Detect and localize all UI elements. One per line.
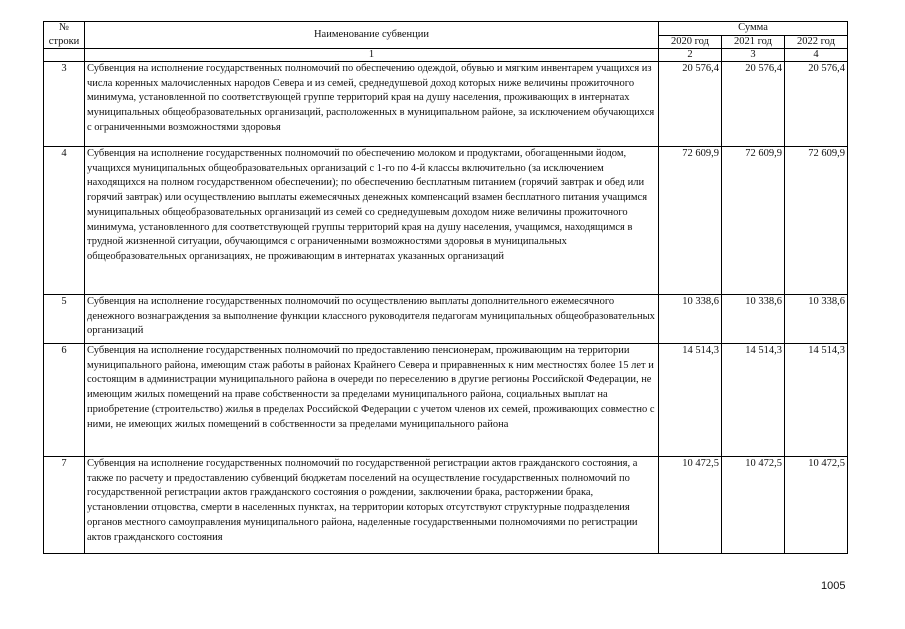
column-number-1: 1 bbox=[85, 49, 659, 62]
column-number-2: 2 bbox=[659, 49, 722, 62]
amount-2022: 10 472,5 bbox=[785, 457, 848, 554]
amount-2020: 10 338,6 bbox=[659, 295, 722, 344]
header-row-1 bbox=[44, 22, 848, 36]
row-number: 4 bbox=[44, 147, 85, 295]
amount-2021: 10 472,5 bbox=[722, 457, 785, 554]
row-number: 5 bbox=[44, 295, 85, 344]
page-number: 1005 bbox=[821, 580, 846, 592]
table-row bbox=[44, 344, 848, 457]
column-number-row bbox=[44, 49, 848, 62]
amount-2021: 20 576,4 bbox=[722, 62, 785, 147]
amount-2021: 14 514,3 bbox=[722, 344, 785, 457]
subvention-name: Субвенция на исполнение государственных полномочий по государственной регистрации актов гражданского состояния, а также по расчету и предоставлению субвенций бюджетам поселений на осуществление государственных полномочий по государственной регистрации актов гражданского состояния о рождении, заключении брака, расторжении брака, установлении отцовства, смерти в населенных пунктах, на территории которых отсутствуют структурные подразделения органов местного самоуправления муниципального района, наделенные государственными полномочиями по регистрации актов гражданского состояния bbox=[85, 457, 659, 554]
table-row bbox=[44, 147, 848, 295]
header-row-label: строки bbox=[44, 36, 85, 49]
table-row bbox=[44, 295, 848, 344]
header-name-label: Наименование субвенции bbox=[85, 22, 659, 49]
amount-2022: 14 514,3 bbox=[785, 344, 848, 457]
header-sum-label: Сумма bbox=[659, 22, 848, 36]
column-number-4: 4 bbox=[785, 49, 848, 62]
header-year-2022: 2022 год bbox=[785, 36, 848, 49]
row-number: 7 bbox=[44, 457, 85, 554]
amount-2022: 20 576,4 bbox=[785, 62, 848, 147]
subvention-name: Субвенция на исполнение государственных полномочий по осуществлению выплаты дополнительного ежемесячного денежного вознаграждения за выполнение функции классного руководителя педагогам муниципальных общеобразовательных организаций bbox=[85, 295, 659, 344]
row-number: 6 bbox=[44, 344, 85, 457]
column-number-empty bbox=[44, 49, 85, 62]
header-no-label: № bbox=[44, 22, 85, 36]
amount-2021: 72 609,9 bbox=[722, 147, 785, 295]
amount-2020: 14 514,3 bbox=[659, 344, 722, 457]
header-year-2020: 2020 год bbox=[659, 36, 722, 49]
amount-2020: 20 576,4 bbox=[659, 62, 722, 147]
row-number: 3 bbox=[44, 62, 85, 147]
amount-2020: 72 609,9 bbox=[659, 147, 722, 295]
table-row bbox=[44, 62, 848, 147]
header-year-2021: 2021 год bbox=[722, 36, 785, 49]
table-row bbox=[44, 457, 848, 554]
subvention-name: Субвенция на исполнение государственных полномочий по предоставлению пенсионерам, проживающим на территории муниципального района, имеющим стаж работы в районах Крайнего Севера и приравненных к ним местностях более 15 лет и состоящим в администрации муниципального района в очереди по переселению в другие регионы Российской Федерации, не имеющим жилых помещений на праве собственности за пределами муниципального района, социальных выплат на приобретение (строительство) жилья в пределах Российской Федерации с учетом членов их семей, проживающих совместно с ними, не имеющих жилых помещений в собственности за пределами муниципального района bbox=[85, 344, 659, 457]
amount-2021: 10 338,6 bbox=[722, 295, 785, 344]
subvention-name: Субвенция на исполнение государственных полномочий по обеспечению молоком и продуктами, обогащенными йодом, учащихся муниципальных общеобразовательных организаций с 1-го по 4-й классы включительно (за исключением находящихся на полном государственном обеспечении); по обеспечению бесплатным питанием (горячий завтрак и обед или горячий завтрак) или осуществлению выплаты ежемесячных денежных компенсаций взамен бесплатного питания учащимся муниципальных общеобразовательных организаций из семей со среднедушевым доходом ниже величины прожиточного минимума, установленного для соответствующей группы территорий края на душу населения, учащимся, находящимся в трудной жизненной ситуации, обучающимся с ограниченными возможностями здоровья в муниципальных общеобразовательных организациях, не проживающим в интернатах указанных организаций bbox=[85, 147, 659, 295]
subvention-name: Субвенция на исполнение государственных полномочий по обеспечению одеждой, обувью и мягким инвентарем учащихся из числа коренных малочисленных народов Севера и из семей, среднедушевой доход которых ниже величины прожиточного минимума, установленной по соответствующей группе территорий края на душу населения, проживающих в интернатах муниципальных общеобразовательных организаций, расположенных в муниципальном районе, за исключением обучающихся с ограниченными возможностями здоровья bbox=[85, 62, 659, 147]
amount-2022: 72 609,9 bbox=[785, 147, 848, 295]
amount-2020: 10 472,5 bbox=[659, 457, 722, 554]
subvention-table bbox=[43, 21, 848, 554]
amount-2022: 10 338,6 bbox=[785, 295, 848, 344]
column-number-3: 3 bbox=[722, 49, 785, 62]
